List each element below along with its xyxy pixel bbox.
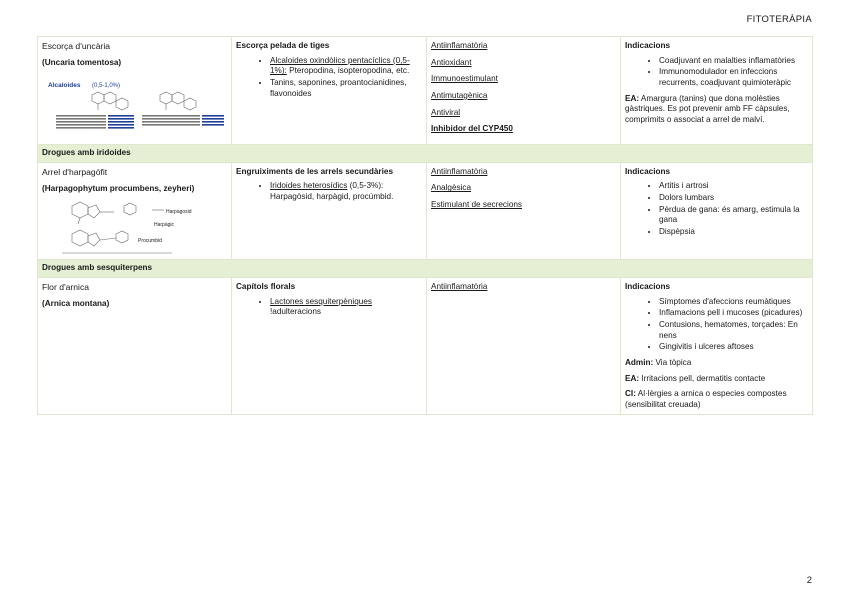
figure-label: Harpagosid — [166, 209, 192, 216]
section-header-iridoids: Drogues amb iridoides — [38, 144, 813, 162]
property-item: Inhibidor del CYP450 — [431, 124, 513, 134]
drug-part: Capítols florals — [236, 282, 296, 292]
part-cell — [232, 162, 427, 260]
drug-cell — [38, 278, 232, 415]
indications-title: Indicacions — [625, 282, 671, 292]
list-item: • Inflamacions pell i mucoses (picadures) — [659, 308, 808, 319]
property-item: Antiinflamatòria — [431, 166, 488, 176]
drug-latin-name: (Arnica montana) — [42, 299, 110, 309]
adverse-effects-note: EA: Amargura (tanins) que dona molèsties gàstriques. Es pot prevenir amb FF càpsules, comprimits o associat a arrel de malví. — [625, 93, 790, 124]
indications-list — [625, 56, 808, 89]
drug-latin-name: (Harpagophytum procumbens, zeyheri) — [42, 183, 195, 193]
table-row-harpago — [38, 162, 813, 260]
list-item: • Coadjuvant en malalties inflamatòries — [659, 56, 808, 67]
list-item: • Gingivitis i ulceres aftoses — [659, 342, 808, 353]
property-item: Estimulant de secrecions — [431, 199, 523, 209]
phytotherapy-table — [37, 36, 813, 415]
figure-label: Harpàgic — [154, 222, 175, 229]
constituents-list — [236, 181, 422, 202]
figure-label-suffix: (0,5-1,0%) — [92, 82, 121, 89]
properties-cell — [427, 37, 621, 145]
list-item: • Artitis i artrosi — [659, 181, 808, 192]
list-item: • Alcaloides oxindòlics pentacíclics (0,5-1%): Pteropodina, isopteropodina, etc. — [270, 56, 422, 77]
list-item: • Contusions, hematomes, torçades: En nens — [659, 320, 808, 341]
property-item: Antioxidant — [431, 57, 472, 67]
page-number: 2 — [806, 575, 812, 586]
list-item: • Pèrdua de gana: és amarg, estimula la gana — [659, 205, 808, 226]
drug-part: Engruiximents de les arrels secundàries — [236, 166, 393, 176]
iridoid-structures-figure — [42, 198, 228, 256]
drug-part: Escorça pelada de tiges — [236, 41, 330, 50]
drug-latin-name: (Uncaria tomentosa) — [42, 58, 122, 68]
property-item: Antiinflamatòria — [431, 41, 488, 50]
list-item: • Símptomes d'afeccions reumàtiques — [659, 297, 808, 308]
list-item: • Dolors lumbars — [659, 193, 808, 204]
drug-name: Escorça d'uncària — [42, 41, 111, 51]
constituents-list — [236, 297, 422, 318]
indications-list — [625, 181, 808, 237]
property-item: Antimutagènica — [431, 90, 488, 100]
contraindications-note: CI: Al·lèrgies a arnica o especies compostes (sensibilitat creuada) — [625, 389, 787, 409]
properties-cell — [427, 162, 621, 260]
property-item: Antiinflamatòria — [431, 282, 488, 292]
adverse-effects-note: EA: Irritacions pell, dermatitis contacte — [625, 373, 766, 383]
property-item: Antiviral — [431, 107, 461, 117]
page-header-title: FITOTERÀPIA — [746, 14, 812, 25]
indications-cell — [621, 278, 813, 415]
list-item: • Lactones sesquiterpèniques !adulteracions — [270, 297, 422, 318]
section-header-sesquiterpenes: Drogues amb sesquiterpens — [38, 260, 813, 278]
indications-cell — [621, 162, 813, 260]
list-item: • Immunomodulador en infeccions recurrents, coadjuvant quimioteràpic — [659, 67, 808, 88]
property-item: Immunoestimulant — [431, 74, 498, 84]
indications-cell — [621, 37, 813, 145]
drug-cell — [38, 37, 232, 145]
list-item: • Dispèpsia — [659, 227, 808, 238]
figure-label: Alcaloides — [48, 81, 81, 89]
figure-label: Procumbid — [138, 238, 162, 245]
drug-name: Flor d'arnica — [42, 282, 90, 293]
list-item: • Iridoides heterosídics (0,5-3%): Harpagòsid, harpàgid, procúmbid. — [270, 181, 422, 202]
part-cell — [232, 37, 427, 145]
property-item: Analgèsica — [431, 183, 472, 193]
administration-note: Admin: Via tòpica — [625, 358, 692, 368]
indications-title: Indicacions — [625, 166, 671, 176]
list-item: • Tanins, saponines, proantocianidines, flavonoides — [270, 78, 422, 99]
part-cell — [232, 278, 427, 415]
table-row-arnica — [38, 278, 813, 415]
properties-cell — [427, 278, 621, 415]
table-row-uncaria — [38, 37, 813, 145]
drug-cell — [38, 162, 232, 260]
alkaloid-structures-figure — [42, 73, 228, 135]
drug-name: Arrel d'harpagòfit — [42, 166, 108, 177]
indications-list — [625, 297, 808, 353]
constituents-list — [236, 56, 422, 100]
indications-title: Indicacions — [625, 41, 671, 50]
